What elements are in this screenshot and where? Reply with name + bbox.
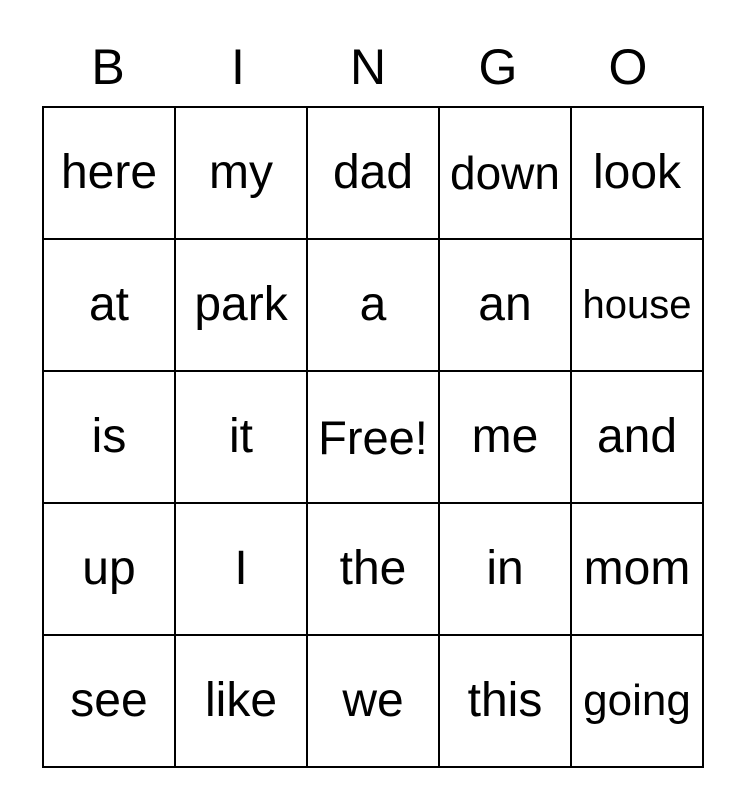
bingo-cell-free[interactable] [307,371,439,503]
bingo-cell[interactable] [439,107,571,239]
bingo-cell-word: this [467,674,543,727]
bingo-grid [42,106,704,768]
bingo-row-4 [43,503,703,635]
bingo-cell[interactable] [571,635,703,767]
bingo-cell-word: like [204,674,278,727]
bingo-cell-word: it [229,410,253,463]
bingo-cell-word: at [88,278,130,331]
bingo-header-letter-g: G [478,39,518,95]
bingo-cell[interactable] [571,371,703,503]
bingo-cell[interactable] [43,503,175,635]
bingo-cell[interactable] [571,503,703,635]
bingo-cell-word: going [583,676,691,725]
bingo-cell[interactable] [43,371,175,503]
bingo-cell[interactable] [307,503,439,635]
bingo-row-1 [43,107,703,239]
bingo-cell-word: my [209,146,273,199]
bingo-header-letter-i: I [231,39,245,95]
bingo-cell[interactable] [43,635,175,767]
bingo-cell-word: park [194,278,288,331]
bingo-cell[interactable] [439,371,571,503]
bingo-cell[interactable] [571,107,703,239]
bingo-cell[interactable] [571,239,703,371]
bingo-cell[interactable] [307,239,439,371]
bingo-cell-word: we [342,674,404,727]
bingo-row-3 [43,371,703,503]
bingo-cell[interactable] [307,635,439,767]
bingo-cell[interactable] [175,371,307,503]
bingo-cell[interactable] [175,107,307,239]
bingo-cell-word: I [234,542,248,595]
bingo-cell-word: in [486,542,524,595]
bingo-cell-word: is [91,410,127,463]
bingo-header-letter-b: B [91,39,125,95]
bingo-cell[interactable] [43,107,175,239]
bingo-cell-word: house [582,283,692,327]
bingo-cell-word: here [60,146,158,199]
bingo-header [43,41,693,93]
bingo-cell-word: an [478,278,532,331]
bingo-cell-word: down [450,147,560,199]
bingo-cell-word: dad [332,146,414,199]
bingo-cell-word: a [359,278,387,331]
bingo-cell-word: the [339,542,407,595]
bingo-cell-word: me [471,410,539,463]
bingo-cell[interactable] [439,503,571,635]
bingo-cell-word: mom [583,542,691,595]
bingo-cell-word: look [592,146,682,199]
bingo-cell-word: see [70,674,148,727]
bingo-cell[interactable] [175,503,307,635]
bingo-cell[interactable] [439,635,571,767]
bingo-cell-word: up [82,542,136,595]
bingo-cell[interactable] [175,635,307,767]
bingo-header-letter-o: O [608,39,648,95]
bingo-cell-word: Free! [318,410,428,464]
bingo-header-letter-n: N [349,39,387,95]
bingo-row-5 [43,635,703,767]
bingo-cell[interactable] [307,107,439,239]
bingo-cell[interactable] [439,239,571,371]
bingo-cell[interactable] [43,239,175,371]
bingo-cell[interactable] [175,239,307,371]
bingo-row-2 [43,239,703,371]
bingo-cell-word: and [596,410,678,463]
